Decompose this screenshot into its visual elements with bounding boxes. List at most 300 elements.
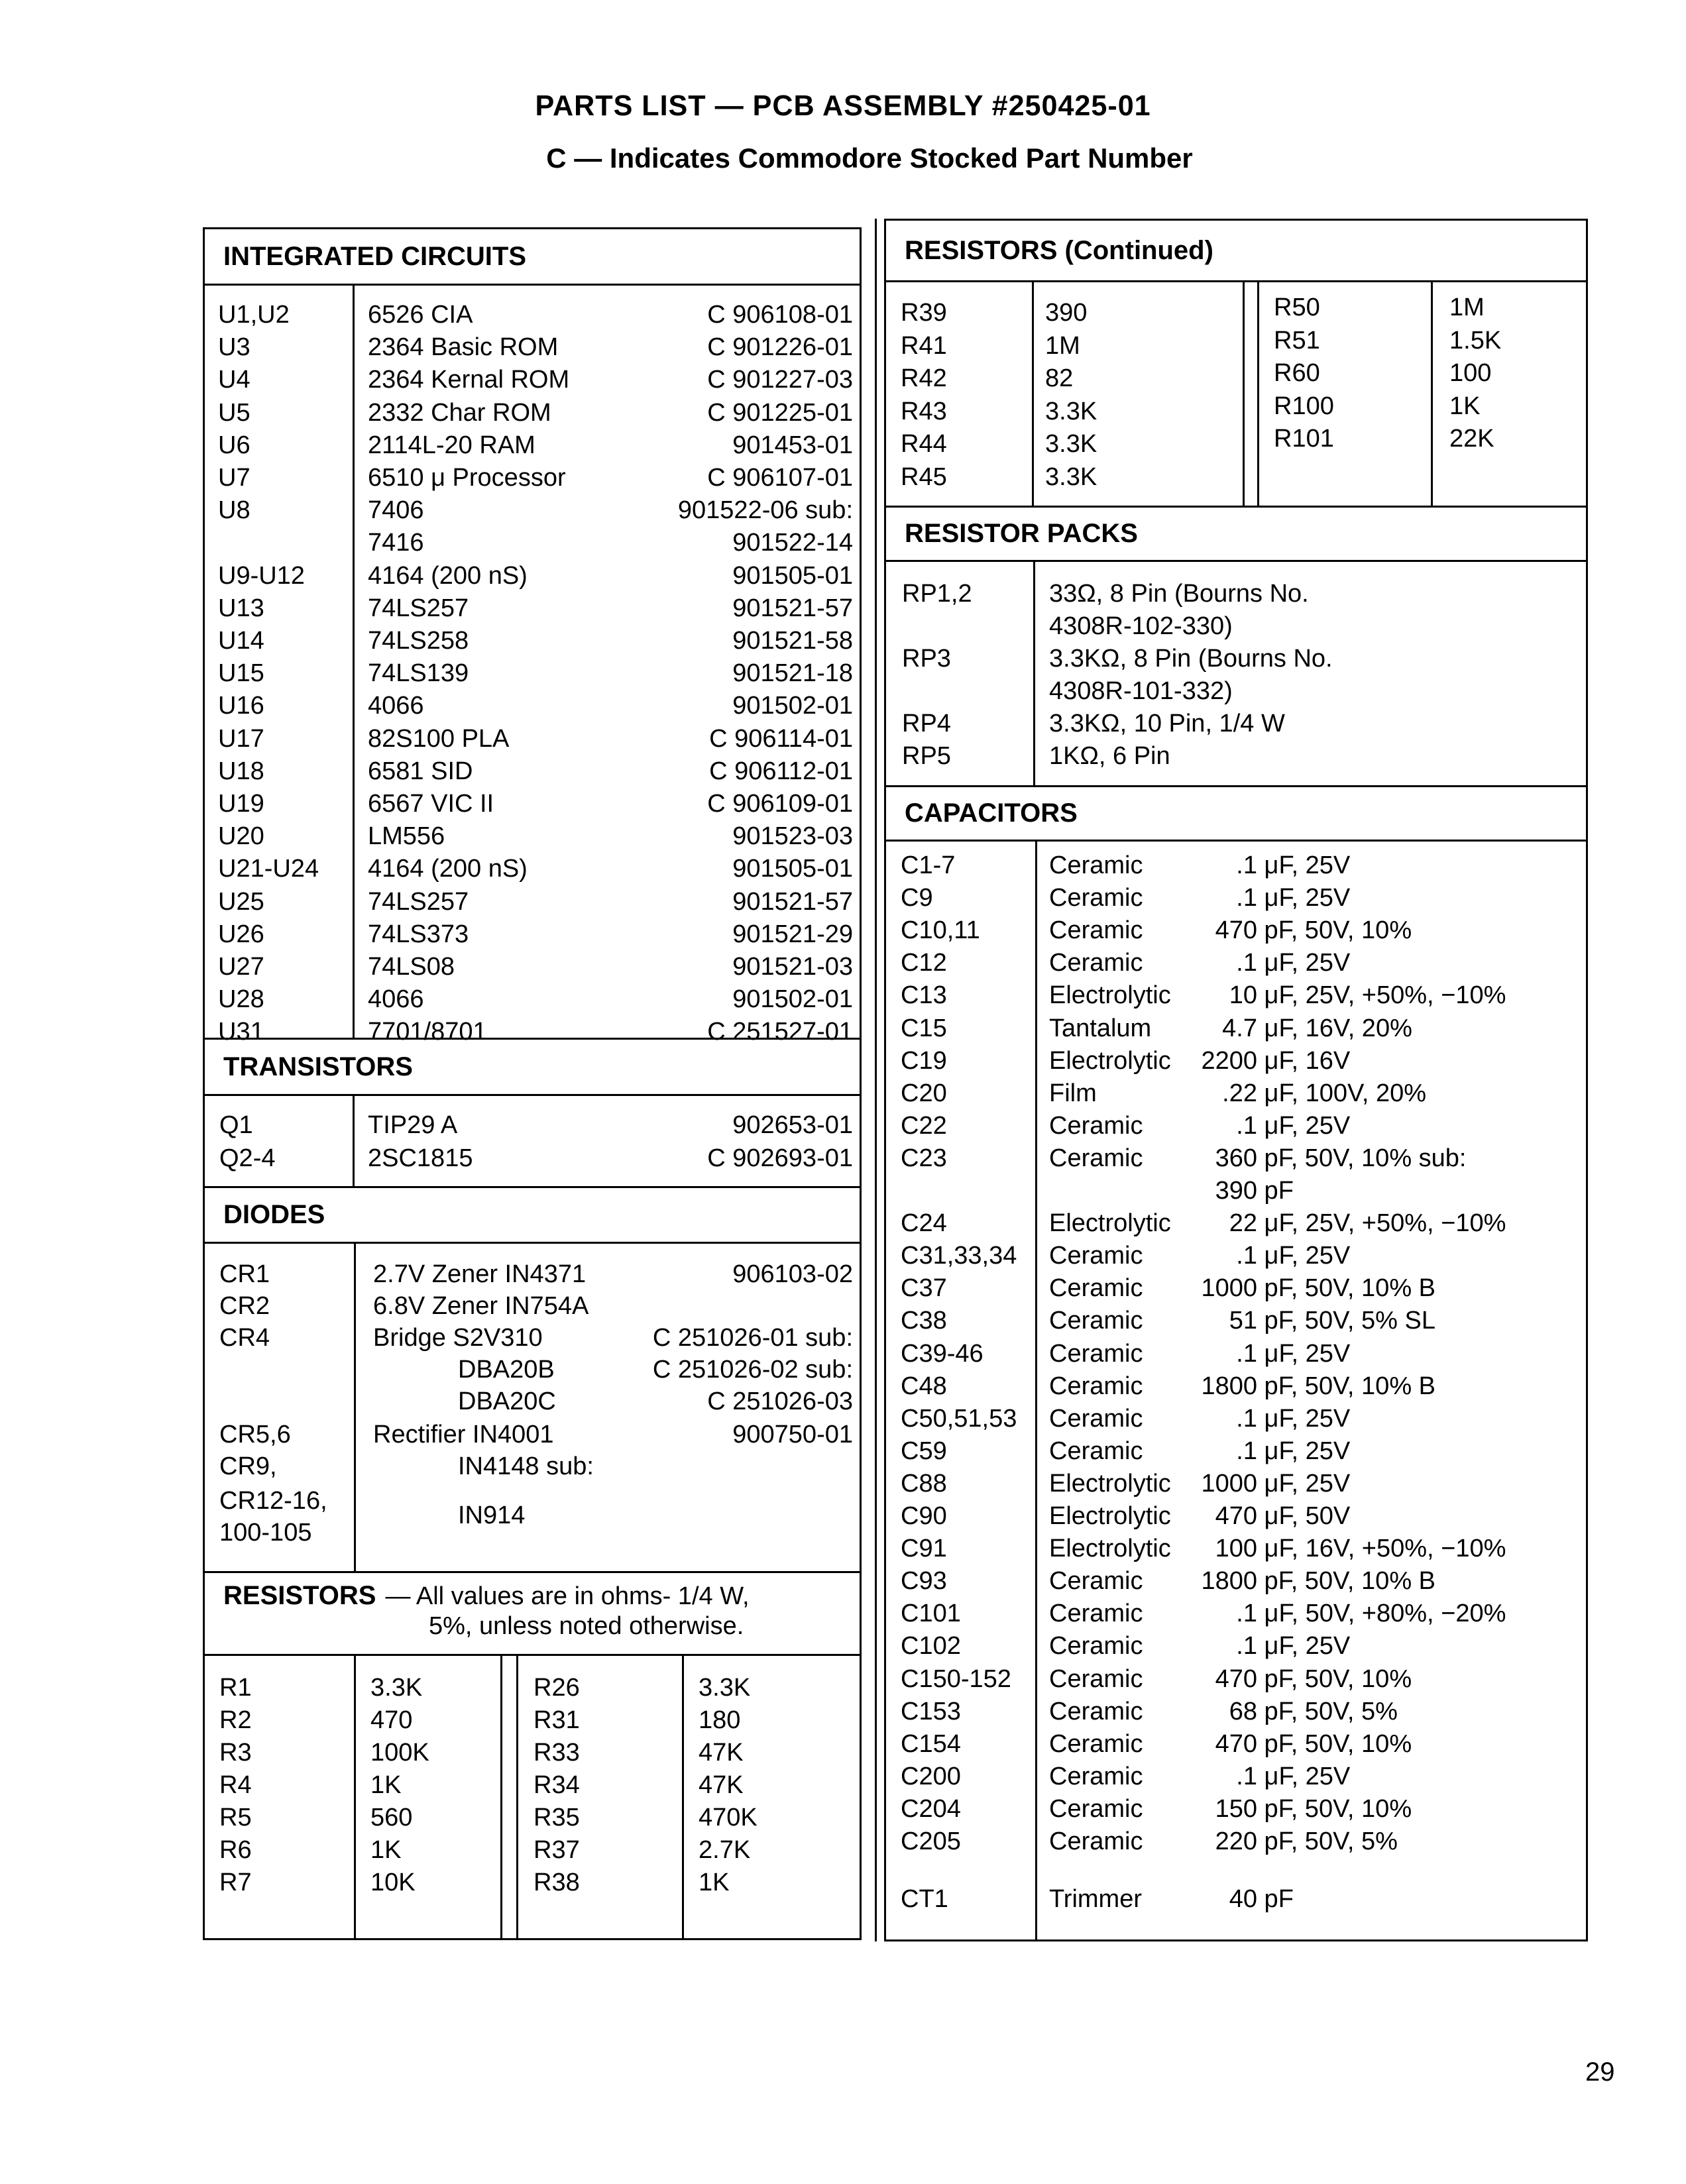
diodes-heading: DIODES	[223, 1200, 325, 1229]
capacitor-ref: C10,11	[901, 916, 980, 945]
ic-part-number: C 901227-03	[707, 366, 853, 394]
diode-ref: CR12-16,	[219, 1487, 327, 1515]
capacitor-ref: C93	[901, 1567, 947, 1596]
ic-description: 74LS139	[368, 659, 469, 688]
capacitor-value	[1184, 1142, 1467, 1174]
resistor-pack-description: 33Ω, 8 Pin (Bourns No.	[1049, 580, 1309, 608]
capacitor-value-spec: pF, 50V, 10%	[1257, 1665, 1412, 1693]
ic-description: 4066	[368, 692, 424, 720]
capacitor-value	[1184, 1435, 1350, 1467]
table-separator	[875, 219, 877, 1941]
capacitor-value-spec: μF, 25V	[1257, 1469, 1351, 1498]
capacitor-type: Ceramic	[1049, 1794, 1143, 1823]
capacitor-ref: C154	[901, 1729, 961, 1758]
ic-part-number: C 901226-01	[707, 333, 853, 362]
diode-description: 6.8V Zener IN754A	[373, 1292, 589, 1320]
resistor-ref: R51	[1274, 326, 1320, 355]
capacitor-ref: C9	[901, 884, 933, 912]
ic-ref: U13	[218, 594, 264, 622]
capacitor-value-spec: μF, 25V	[1257, 851, 1351, 879]
capacitor-type: Ceramic	[1049, 1665, 1143, 1693]
ic-description: 4164 (200 nS)	[368, 561, 528, 590]
ic-ref: U3	[218, 333, 251, 362]
capacitor-value	[1184, 1565, 1435, 1597]
resistor-value: 470	[370, 1706, 413, 1734]
capacitor-type: Electrolytic	[1049, 1469, 1171, 1498]
ic-ref: U5	[218, 398, 251, 427]
resistor-ref: R45	[901, 463, 947, 491]
capacitor-ref: C1-7	[901, 851, 956, 879]
diode-description: DBA20C	[458, 1388, 556, 1415]
ic-description: 2114L-20 RAM	[368, 431, 535, 459]
capacitor-type: Ceramic	[1049, 1762, 1143, 1790]
capacitor-value	[1184, 1240, 1350, 1272]
capacitor-ref: C13	[901, 981, 947, 1010]
ic-ref: U6	[218, 431, 251, 459]
capacitor-ref: C38	[901, 1307, 947, 1335]
section-heading-resistors	[205, 1573, 860, 1656]
capacitor-value-spec: μF, 25V	[1257, 1762, 1351, 1790]
resistor-ref: R7	[219, 1869, 252, 1896]
ic-part-number: 901521-57	[732, 887, 853, 916]
diode-description: IN4148 sub:	[458, 1452, 594, 1480]
ic-ref: U14	[218, 627, 264, 655]
capacitor-value	[1184, 1598, 1506, 1629]
ic-ref: U8	[218, 496, 251, 525]
capacitor-type: Ceramic	[1049, 1307, 1143, 1335]
capacitor-value-spec: μF, 25V	[1257, 884, 1351, 912]
capacitor-value	[1184, 849, 1350, 881]
capacitor-type: Ceramic	[1049, 1437, 1143, 1465]
resistor-value: 3.3K	[370, 1674, 423, 1702]
resistor-value: 1M	[1449, 294, 1485, 321]
capacitor-value-number: .1	[1236, 1404, 1257, 1433]
capacitor-value	[1184, 979, 1506, 1011]
column-divider	[1257, 282, 1259, 506]
capacitor-value-spec: μF, 50V, +80%, −20%	[1257, 1600, 1506, 1628]
transistors-section	[205, 1096, 860, 1188]
transistor-part-number: 902653-01	[732, 1111, 853, 1139]
diode-part-number: 900750-01	[732, 1421, 853, 1448]
capacitor-ref: C205	[901, 1828, 961, 1855]
capacitor-ref: C48	[901, 1372, 947, 1400]
ic-ref: U19	[218, 790, 264, 818]
ic-description: 2332 Char ROM	[368, 398, 551, 427]
capacitor-value-number: 22	[1229, 1209, 1257, 1238]
capacitor-type: Film	[1049, 1079, 1097, 1107]
capacitor-ref: C91	[901, 1535, 947, 1563]
capacitor-value-number: .1	[1236, 1339, 1257, 1368]
capacitor-value-spec: pF, 50V, 5%	[1257, 1828, 1398, 1855]
resistor-value: 100	[1449, 359, 1492, 387]
ic-description: 7701/8701	[368, 1018, 487, 1046]
resistor-pack-description: 1KΩ, 6 Pin	[1049, 742, 1170, 770]
ic-description: 4164 (200 nS)	[368, 855, 528, 883]
resistor-ref: R31	[534, 1706, 580, 1734]
diode-description: Bridge S2V310	[373, 1324, 543, 1352]
resistors-continued-heading: RESISTORS (Continued)	[905, 235, 1213, 265]
capacitor-value-number: 1000	[1201, 1469, 1257, 1498]
capacitor-ref: C101	[901, 1600, 961, 1628]
page-subtitle	[0, 142, 1686, 174]
capacitor-type: Ceramic	[1049, 949, 1143, 977]
integrated-circuits-heading: INTEGRATED CIRCUITS	[223, 241, 527, 271]
ic-description: 6526 CIA	[368, 301, 473, 329]
capacitor-ref: C102	[901, 1632, 961, 1661]
capacitor-value	[1184, 1500, 1350, 1532]
page-title-text: PARTS LIST — PCB ASSEMBLY #250425-01	[535, 89, 1151, 122]
capacitor-value-number: 470	[1215, 1729, 1257, 1758]
ic-ref: U9-U12	[218, 561, 305, 590]
capacitor-type: Ceramic	[1049, 1632, 1143, 1661]
resistor-ref: R42	[901, 364, 947, 392]
ic-part-number: 901505-01	[732, 855, 853, 883]
capacitor-type: Electrolytic	[1049, 1209, 1171, 1238]
capacitor-value-number: .1	[1236, 1632, 1257, 1661]
resistor-value: 22K	[1449, 425, 1494, 453]
capacitor-ref: C12	[901, 949, 947, 977]
ic-part-number: 901521-29	[732, 920, 853, 948]
ic-part-number: 901521-58	[732, 627, 853, 655]
resistor-value: 2.7K	[699, 1836, 751, 1864]
resistor-value: 1K	[370, 1836, 402, 1864]
resistors-continued-section	[886, 282, 1586, 508]
resistors-note-line2: 5%, unless noted otherwise.	[429, 1612, 744, 1640]
capacitor-value-spec: pF, 50V, 10%	[1257, 1794, 1412, 1823]
diode-part-number: C 251026-03	[707, 1388, 853, 1415]
ic-part-number: C 906114-01	[709, 724, 853, 753]
capacitor-value-spec: μF, 25V, +50%, −10%	[1257, 1209, 1506, 1238]
capacitor-value-spec: pF, 50V, 10% B	[1257, 1372, 1436, 1400]
resistor-value: 1K	[1449, 392, 1481, 420]
capacitor-type: Ceramic	[1049, 1729, 1143, 1758]
section-heading-capacitors	[886, 787, 1586, 842]
ic-ref: U20	[218, 822, 264, 851]
resistor-value: 47K	[699, 1739, 744, 1767]
capacitor-value-spec: μF, 25V	[1257, 1404, 1351, 1433]
capacitor-value-spec: μF, 25V, +50%, −10%	[1257, 981, 1506, 1010]
resistor-value: 3.3K	[1045, 463, 1097, 491]
capacitor-value	[1184, 1793, 1412, 1825]
capacitor-value-number: 1800	[1201, 1372, 1257, 1400]
page-number: 29	[1585, 2057, 1615, 2087]
page-subtitle-text: C — Indicates Commodore Stocked Part Number	[546, 142, 1193, 174]
column-divider	[353, 1096, 355, 1186]
ic-part-number: 901521-03	[732, 953, 853, 981]
capacitor-value-number: .1	[1236, 1600, 1257, 1628]
ic-ref: U4	[218, 366, 251, 394]
resistor-packs-heading: RESISTOR PACKS	[905, 519, 1138, 548]
resistor-ref: R38	[534, 1869, 580, 1896]
capacitor-value	[1184, 1045, 1350, 1077]
capacitor-value-spec: μF, 100V, 20%	[1257, 1079, 1426, 1107]
diode-part-number: C 251026-01 sub:	[652, 1324, 853, 1352]
capacitor-ref: C23	[901, 1144, 947, 1172]
diode-description: Rectifier IN4001	[373, 1421, 554, 1448]
ic-ref: U18	[218, 757, 264, 785]
ic-part-number: 901523-03	[732, 822, 853, 851]
capacitor-value-spec: pF, 50V, 5% SL	[1257, 1307, 1436, 1335]
resistor-ref: R4	[219, 1771, 252, 1799]
resistor-ref: R43	[901, 397, 947, 425]
ic-ref: U31	[218, 1018, 264, 1046]
ic-ref: U16	[218, 692, 264, 720]
diode-description: IN914	[458, 1502, 526, 1529]
ic-part-number: 901505-01	[732, 561, 853, 590]
capacitor-type: Ceramic	[1049, 1242, 1143, 1270]
transistor-description: 2SC1815	[368, 1144, 473, 1172]
capacitor-value	[1184, 1663, 1412, 1695]
ic-ref: U15	[218, 659, 264, 688]
capacitor-value	[1184, 1077, 1426, 1109]
capacitor-value	[1184, 1305, 1435, 1337]
capacitor-value-number: .1	[1236, 1111, 1257, 1140]
left-parts-table	[203, 227, 862, 1940]
ic-ref: U17	[218, 724, 264, 753]
capacitor-value	[1184, 1338, 1350, 1370]
capacitor-value	[1184, 1696, 1398, 1727]
capacitor-value-number: 1800	[1201, 1567, 1257, 1596]
capacitor-value-spec: μF, 25V	[1257, 949, 1351, 977]
capacitor-value	[1184, 1370, 1435, 1402]
diode-part-number: 906103-02	[732, 1260, 853, 1288]
transistors-heading: TRANSISTORS	[223, 1052, 413, 1081]
capacitor-value-spec: μF, 50V	[1257, 1502, 1351, 1530]
section-heading-integrated-circuits	[205, 229, 860, 286]
resistor-value: 1K	[699, 1869, 730, 1896]
capacitor-value	[1184, 1207, 1506, 1239]
capacitor-type: Ceramic	[1049, 1404, 1143, 1433]
capacitor-value-number: 68	[1229, 1697, 1257, 1725]
column-divider	[1035, 842, 1037, 1939]
capacitor-value-spec: pF, 50V, 10%	[1257, 916, 1412, 945]
capacitor-value-number: 100	[1215, 1535, 1257, 1563]
integrated-circuits-section	[205, 286, 860, 1046]
capacitor-value	[1184, 1403, 1350, 1435]
ic-description: 82S100 PLA	[368, 724, 510, 753]
transistor-ref: Q1	[219, 1111, 253, 1139]
capacitor-value	[1184, 1630, 1350, 1662]
resistor-pack-description: 4308R-102-330)	[1049, 612, 1233, 640]
capacitor-value-spec: μF, 25V	[1257, 1339, 1351, 1368]
capacitor-type: Ceramic	[1049, 1697, 1143, 1725]
resistor-ref: R5	[219, 1804, 252, 1831]
capacitor-value-spec: μF, 25V	[1257, 1111, 1351, 1140]
resistor-ref: R37	[534, 1836, 580, 1864]
capacitor-value-spec: pF, 50V, 5%	[1257, 1697, 1398, 1725]
ic-part-number: 901521-18	[732, 659, 853, 688]
capacitor-ref: C150-152	[901, 1665, 1011, 1693]
resistor-pack-description: 3.3KΩ, 10 Pin, 1/4 W	[1049, 710, 1285, 737]
capacitor-type: Trimmer	[1049, 1885, 1142, 1914]
capacitor-value-number: 470	[1215, 1502, 1257, 1530]
ic-description: 7406	[368, 496, 424, 525]
transistor-ref: Q2-4	[219, 1144, 276, 1172]
resistor-ref: R33	[534, 1739, 580, 1767]
capacitor-ref: C22	[901, 1111, 947, 1140]
capacitor-value-number: .1	[1236, 1762, 1257, 1790]
capacitor-type: Electrolytic	[1049, 981, 1171, 1010]
resistor-pack-ref: RP5	[902, 742, 951, 770]
resistor-ref: R39	[901, 299, 947, 327]
resistors-section	[205, 1656, 860, 1938]
transistor-description: TIP29 A	[368, 1111, 458, 1139]
resistor-value: 3.3K	[699, 1674, 751, 1702]
capacitor-value-number: 51	[1229, 1307, 1257, 1335]
resistor-value: 82	[1045, 364, 1074, 392]
ic-part-number: 901502-01	[732, 985, 853, 1014]
capacitor-type: Ceramic	[1049, 1339, 1143, 1368]
capacitor-value-number: .1	[1236, 884, 1257, 912]
resistor-ref: R2	[219, 1706, 252, 1734]
capacitor-value	[1184, 1110, 1350, 1142]
capacitor-value	[1184, 1175, 1294, 1207]
ic-part-number: 901521-57	[732, 594, 853, 622]
capacitor-type: Ceramic	[1049, 916, 1143, 945]
capacitor-type: Ceramic	[1049, 884, 1143, 912]
capacitor-ref: C19	[901, 1046, 947, 1075]
capacitor-value-spec: pF, 50V, 10% sub:	[1257, 1144, 1467, 1172]
capacitor-value-spec: μF, 16V, +50%, −10%	[1257, 1535, 1506, 1563]
capacitor-value	[1184, 882, 1350, 914]
resistor-ref: R101	[1274, 425, 1334, 453]
diodes-section	[205, 1244, 860, 1573]
capacitor-value-spec: μF, 25V	[1257, 1242, 1351, 1270]
resistor-ref: R35	[534, 1804, 580, 1831]
resistor-value: 1.5K	[1449, 326, 1502, 355]
capacitor-type: Ceramic	[1049, 1372, 1143, 1400]
section-heading-resistor-packs	[886, 508, 1586, 562]
capacitors-heading: CAPACITORS	[905, 798, 1078, 828]
ic-part-number: C 901225-01	[707, 398, 853, 427]
capacitor-value-spec: μF, 25V	[1257, 1632, 1351, 1661]
diode-ref: CR5,6	[219, 1421, 291, 1448]
capacitor-value	[1184, 914, 1412, 946]
resistor-value: 390	[1045, 299, 1088, 327]
capacitor-value-spec: pF, 50V, 10% B	[1257, 1274, 1436, 1303]
capacitor-ref: C37	[901, 1274, 947, 1303]
column-divider	[682, 1656, 684, 1938]
resistor-pack-description: 3.3KΩ, 8 Pin (Bourns No.	[1049, 645, 1333, 673]
capacitor-value	[1184, 1826, 1398, 1857]
ic-part-number: C 906107-01	[707, 464, 853, 492]
ic-description: 6581 SID	[368, 757, 473, 785]
resistor-value: 1M	[1045, 331, 1080, 360]
ic-part-number: C 906109-01	[707, 790, 853, 818]
column-divider	[1431, 282, 1433, 506]
ic-description: 6510 μ Processor	[368, 464, 566, 492]
capacitor-ref: C39-46	[901, 1339, 984, 1368]
transistor-part-number: C 902693-01	[707, 1144, 853, 1172]
capacitor-value-number: .1	[1236, 1242, 1257, 1270]
diode-ref: 100-105	[219, 1519, 312, 1547]
resistor-value: 470K	[699, 1804, 758, 1831]
resistor-pack-ref: RP3	[902, 645, 951, 673]
capacitor-value	[1184, 947, 1350, 979]
diode-part-number: C 251026-02 sub:	[652, 1356, 853, 1384]
capacitor-value-number: 10	[1229, 981, 1257, 1010]
column-divider	[353, 286, 355, 1038]
capacitor-type: Electrolytic	[1049, 1502, 1171, 1530]
ic-ref: U28	[218, 985, 264, 1014]
capacitor-type: Electrolytic	[1049, 1046, 1171, 1075]
resistor-value: 180	[699, 1706, 741, 1734]
capacitor-type: Ceramic	[1049, 1274, 1143, 1303]
diode-ref: CR2	[219, 1292, 270, 1320]
capacitor-ref: C15	[901, 1014, 947, 1042]
capacitor-ref: C24	[901, 1209, 947, 1238]
column-divider	[1243, 282, 1245, 506]
ic-part-number: 901502-01	[732, 692, 853, 720]
capacitor-value-spec: μF, 25V	[1257, 1437, 1351, 1465]
ic-part-number: C 906112-01	[709, 757, 853, 785]
ic-ref: U1,U2	[218, 301, 290, 329]
capacitor-value	[1184, 1272, 1435, 1304]
capacitor-ref: CT1	[901, 1885, 948, 1914]
resistor-pack-ref: RP1,2	[902, 580, 972, 608]
capacitor-value	[1184, 1533, 1506, 1564]
capacitor-type: Tantalum	[1049, 1014, 1152, 1042]
section-heading-resistors-continued	[886, 221, 1586, 282]
capacitor-value-number: 2200	[1201, 1046, 1257, 1075]
column-divider	[354, 1656, 356, 1938]
ic-ref: U21-U24	[218, 855, 319, 883]
capacitor-ref: C20	[901, 1079, 947, 1107]
ic-description: 74LS258	[368, 627, 469, 655]
capacitor-ref: C90	[901, 1502, 947, 1530]
ic-description: 2364 Kernal ROM	[368, 366, 570, 394]
capacitor-type: Ceramic	[1049, 1600, 1143, 1628]
ic-description: 6567 VIC II	[368, 790, 494, 818]
resistor-ref: R26	[534, 1674, 580, 1702]
capacitor-value-number: .22	[1222, 1079, 1257, 1107]
resistor-value: 100K	[370, 1739, 429, 1767]
resistor-value: 10K	[370, 1869, 416, 1896]
capacitor-value	[1184, 1761, 1350, 1792]
ic-description: LM556	[368, 822, 445, 851]
ic-part-number: 901453-01	[732, 431, 853, 459]
resistor-value: 47K	[699, 1771, 744, 1799]
capacitor-value-number: 470	[1215, 916, 1257, 945]
resistor-ref: R100	[1274, 392, 1334, 420]
ic-description: 74LS257	[368, 594, 469, 622]
resistor-ref: R6	[219, 1836, 252, 1864]
capacitor-value-number: 1000	[1201, 1274, 1257, 1303]
column-divider	[500, 1656, 502, 1938]
capacitor-value-number: 40	[1229, 1885, 1257, 1914]
capacitor-ref: C204	[901, 1794, 961, 1823]
resistor-ref: R3	[219, 1739, 252, 1767]
ic-part-number: 901522-14	[732, 529, 853, 557]
right-parts-table	[884, 219, 1588, 1941]
capacitor-value-number: .1	[1236, 949, 1257, 977]
capacitor-ref: C153	[901, 1697, 961, 1725]
capacitor-type: Ceramic	[1049, 1144, 1143, 1172]
ic-part-number: C 906108-01	[707, 301, 853, 329]
ic-description: 7416	[368, 529, 424, 557]
capacitor-value-spec: pF	[1257, 1885, 1294, 1914]
capacitor-value-spec: μF, 16V	[1257, 1046, 1351, 1075]
capacitor-ref: C59	[901, 1437, 947, 1465]
ic-description: 4066	[368, 985, 424, 1014]
section-heading-transistors	[205, 1040, 860, 1096]
resistors-heading: RESISTORS	[223, 1581, 376, 1610]
ic-description: 74LS257	[368, 887, 469, 916]
ic-ref: U25	[218, 887, 264, 916]
diode-ref: CR4	[219, 1324, 270, 1352]
resistor-packs-section	[886, 562, 1586, 787]
ic-description: 2364 Basic ROM	[368, 333, 559, 362]
